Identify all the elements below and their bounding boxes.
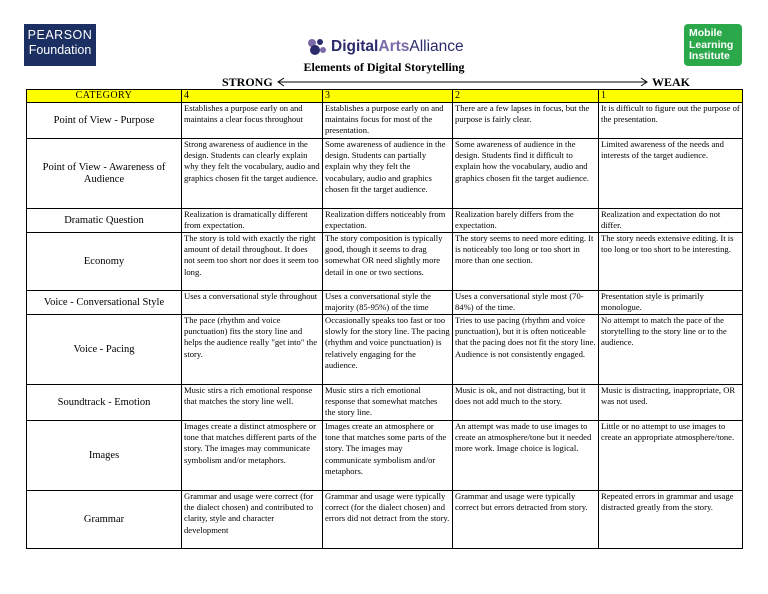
row-category: Point of View - Awareness of Audience (27, 139, 182, 209)
table-header-row (27, 90, 743, 103)
pearson-logo-line1: PEARSON (27, 28, 93, 42)
header-score-1: 1 (599, 90, 743, 103)
table-cell: Presentation style is primarily monologue. (599, 291, 743, 315)
table-cell: The story needs extensive editing. It is too long or too short to be interesting. (599, 233, 743, 291)
table-cell: Grammar and usage were typically correct but errors detracted from story. (453, 491, 599, 549)
table-cell: Music stirs a rich emotional response that matches the story line well. (182, 385, 323, 421)
mli-line3: Institute (689, 50, 730, 62)
table-cell: It is difficult to figure out the purpose of the presentation. (599, 103, 743, 139)
row-category: Soundtrack - Emotion (27, 385, 182, 421)
table-cell: Music is ok, and not distracting, but it does not add much to the story. (453, 385, 599, 421)
table-cell: Tries to use pacing (rhythm and voice punctuation), but it is often noticeable that the pacing does not fit the story line. Audience is not consistently engaged. (453, 315, 599, 385)
table-cell: Images create an atmosphere or tone that matches some parts of the story. The images may communicate symbolism and/or metaphors. (323, 421, 453, 491)
digital-arts-part3: Alliance (409, 38, 464, 55)
row-category: Grammar (27, 491, 182, 549)
table-cell: Repeated errors in grammar and usage distracted greatly from the story. (599, 491, 743, 549)
double-arrow-icon (275, 76, 650, 88)
table-row (27, 491, 743, 549)
table-cell: Strong awareness of audience in the design. Students can clearly explain why they felt the vocabulary, audio and graphics chosen fit the target audience. (182, 139, 323, 209)
table-cell: Uses a conversational style the majority (85-95%) of the time (323, 291, 453, 315)
table-cell: Music is distracting, inappropriate, OR was not used. (599, 385, 743, 421)
table-cell: Little or no attempt to use images to create an appropriate atmosphere/tone. (599, 421, 743, 491)
row-category: Voice - Conversational Style (27, 291, 182, 315)
table-cell: Realization and expectation do not differ. (599, 209, 743, 233)
row-category: Point of View - Purpose (27, 103, 182, 139)
table-cell: Realization differs noticeably from expectation. (323, 209, 453, 233)
digital-arts-part1: Digital (331, 38, 379, 55)
table-cell: Occasionally speaks too fast or too slowly for the story line. The pacing (rhythm and voice punctuation) is relatively engaging for the audience. (323, 315, 453, 385)
table-cell: Images create a distinct atmosphere or tone that matches different parts of the story. The images may communicate symbolism and/or metaphors. (182, 421, 323, 491)
scale-strong-label: STRONG (222, 75, 273, 89)
table-cell: Realization barely differs from the expectation. (453, 209, 599, 233)
storytelling-rubric-table (26, 89, 743, 549)
table-cell: Limited awareness of the needs and interests of the target audience. (599, 139, 743, 209)
table-cell: There are a few lapses in focus, but the purpose is fairly clear. (453, 103, 599, 139)
header-score-2: 2 (453, 90, 599, 103)
table-cell: Grammar and usage were typically correct (for the dialect chosen) and errors did not detract from the story. (323, 491, 453, 549)
dots-icon (306, 37, 328, 57)
table-row (27, 421, 743, 491)
table-row (27, 139, 743, 209)
table-row (27, 233, 743, 291)
page-title: Elements of Digital Storytelling (303, 60, 465, 74)
table-row (27, 315, 743, 385)
table-cell: Uses a conversational style most (70-84%) of the time. (453, 291, 599, 315)
table-row (27, 291, 743, 315)
scale-weak-label: WEAK (652, 75, 691, 89)
table-cell: No attempt to match the pace of the storytelling to the story line or to the audience. (599, 315, 743, 385)
table-cell: Music stirs a rich emotional response that somewhat matches the story line. (323, 385, 453, 421)
table-cell: Establishes a purpose early on and maintains focus for most of the presentation. (323, 103, 453, 139)
mli-line2: Learning (689, 38, 734, 51)
table-row (27, 385, 743, 421)
digital-arts-alliance-logo (306, 37, 464, 57)
row-category: Dramatic Question (27, 209, 182, 233)
table-cell: Some awareness of audience in the design. Students find it difficult to explain how the vocabulary, audio and graphics chosen fit the target audience. (453, 139, 599, 209)
table-cell: The story seems to need more editing. It is noticeably too long or too short in more than one section. (453, 233, 599, 291)
header-category: CATEGORY (27, 90, 182, 103)
table-cell: An attempt was made to use images to create an atmosphere/tone but it needed more work. Image choice is logical. (453, 421, 599, 491)
table-cell: Establishes a purpose early on and maintains a clear focus throughout (182, 103, 323, 139)
row-category: Images (27, 421, 182, 491)
table-row (27, 209, 743, 233)
table-cell: The story composition is typically good, though it seems to drag somewhat OR need slightly more detail in one or two sections. (323, 233, 453, 291)
table-cell: The story is told with exactly the right amount of detail throughout. It does not seem too short nor does it seem too long. (182, 233, 323, 291)
table-cell: Some awareness of audience in the design. Students can partially explain why they felt the vocabulary, audio and graphics chosen fit the target audience. (323, 139, 453, 209)
mli-line1: Mobile (689, 27, 723, 39)
pearson-logo-line2: Foundation (28, 43, 92, 57)
table-cell: The pace (rhythm and voice punctuation) fits the story line and helps the audience really "get into" the story. (182, 315, 323, 385)
table-cell: Grammar and usage were correct (for the dialect chosen) and contributed to clarity, style and character development (182, 491, 323, 549)
header-score-3: 3 (323, 90, 453, 103)
row-category: Voice - Pacing (27, 315, 182, 385)
row-category: Economy (27, 233, 182, 291)
table-row (27, 103, 743, 139)
header-score-4: 4 (182, 90, 323, 103)
table-cell: Uses a conversational style throughout (182, 291, 323, 315)
table-cell: Realization is dramatically different from expectation. (182, 209, 323, 233)
digital-arts-part2: Arts (378, 38, 410, 55)
